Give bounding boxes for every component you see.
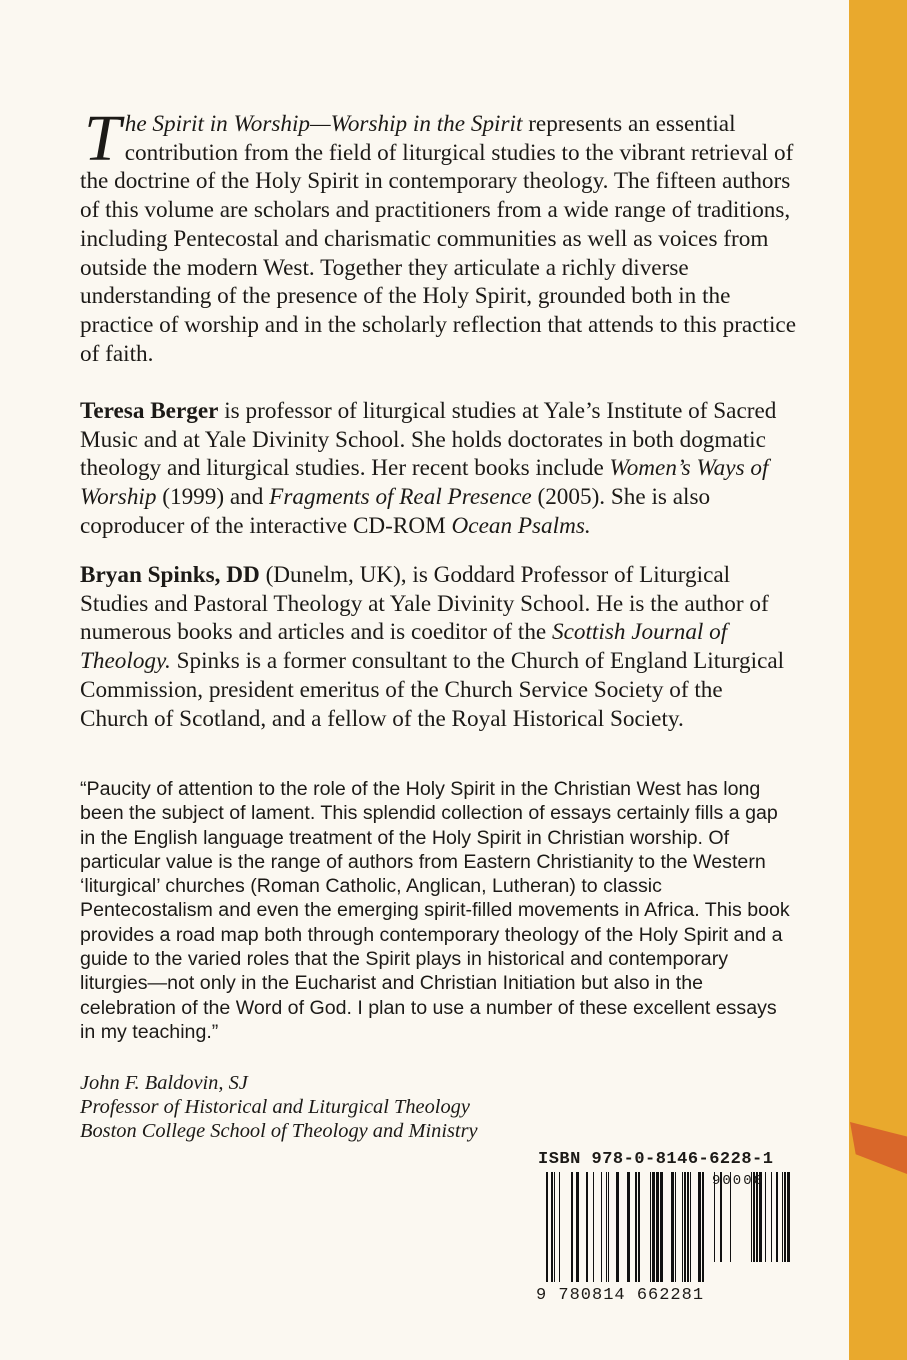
barcode-bar — [765, 1172, 766, 1262]
barcode-bar — [559, 1172, 560, 1282]
barcode-bar — [571, 1172, 573, 1282]
barcode-bar — [787, 1172, 790, 1262]
ean-digits: 9 780814 662281 — [536, 1286, 705, 1305]
barcode-bar — [586, 1172, 588, 1282]
barcode-bar — [782, 1172, 783, 1262]
barcode-bar — [601, 1172, 602, 1282]
barcode-bar — [682, 1172, 683, 1282]
barcode-bar — [675, 1172, 676, 1282]
intro-paragraph — [80, 102, 796, 368]
barcode-bar — [687, 1172, 689, 1282]
barcode-bar — [690, 1172, 691, 1282]
isbn-barcode — [536, 1150, 792, 1318]
barcode-bar — [576, 1172, 579, 1282]
book-title: Women’s Ways of Worship — [80, 455, 769, 511]
barcode-bar — [546, 1172, 548, 1282]
barcode-bar — [652, 1172, 655, 1282]
endorser-title: Professor of Historical and Liturgical Theology — [80, 1095, 470, 1118]
barcode-bar — [776, 1172, 778, 1262]
editor-name: Bryan Spinks, DD — [80, 562, 260, 588]
intro-body: represents an essential contribution from the field of liturgical studies to the vibrant retrieval of the doctrine of the Holy Spirit in contemporary theology. The fifteen authors of this volume are scholars and practitioners from a wide range of traditions, including Pentecostal and charismatic communities as well as voices from outside the modern West. Together they articulate a richly diverse understanding of the presence of the Holy Spirit, grounded both in the practice of worship and in the scholarly reflection that attends to this practice of faith. — [80, 111, 796, 367]
editor-bio-spinks — [80, 561, 796, 733]
barcode-bar — [784, 1172, 786, 1262]
isbn-label: ISBN 978-0-8146-6228-1 — [538, 1150, 774, 1169]
barcode-bar — [698, 1172, 701, 1282]
price-code: 90000 — [712, 1173, 765, 1189]
bio-text: (2005). She is also coproducer of the interactive CD-ROM — [80, 484, 711, 539]
barcode-bar — [627, 1172, 630, 1282]
barcode-bar — [593, 1172, 594, 1282]
book-title: Fragments of Real Presence — [269, 484, 532, 511]
barcode-bar — [650, 1172, 651, 1282]
barcode-bar — [771, 1172, 772, 1262]
bio-text: (Dunelm, UK), is Goddard Professor of Liturgical Studies and Pastoral Theology at Yale Divinity School. He is the author of numerous books and articles and is coeditor of the — [80, 562, 769, 646]
bio-text: Spinks is a former consultant to the Church of England Liturgical Commission, president emeritus of the Church Service Society of the Church of Scotland, and a fellow of the Royal Historical Society. — [80, 648, 785, 732]
drop-cap: T — [84, 102, 121, 175]
barcode-bar — [671, 1172, 674, 1282]
endorsement-attribution — [80, 1072, 600, 1143]
barcode-bar — [638, 1172, 640, 1282]
barcode-bar — [616, 1172, 619, 1282]
barcode-bar — [660, 1172, 663, 1282]
barcode-bar — [551, 1172, 553, 1282]
bio-text: (1999) and — [156, 484, 270, 511]
barcode-bar — [554, 1172, 555, 1282]
editor-bio-berger — [80, 397, 796, 541]
endorsement-quote: “Paucity of attention to the role of the Holy Spirit in the Christian West has long been the subject of lament. This splendid collection of essays certainly fills a gap in the English language treatment of the Holy Spirit in Christian worship. Of particular value is the range of authors from Eastern Christianity to the Western ‘liturgical’ churches (Roman Catholic, Anglican, Lutheran) to classic Pentecostalism and even the emerging spirit-filled movements in Africa. This book provides a road map both through contemporary theology of the Holy Spirit and a guide to the varied roles that the Spirit plays in historical and contemporary liturgies—not only in the Eucharist and Christian Initiation but also in the celebration of the Word of God. I plan to use a number of these excellent essays in my teaching.” — [80, 778, 790, 1043]
barcode-bar — [608, 1172, 609, 1282]
barcode-bar — [635, 1172, 637, 1282]
endorser-name: John F. Baldovin, SJ — [80, 1072, 248, 1094]
endorser-institution: Boston College School of Theology and Ministry — [80, 1119, 478, 1142]
editor-name: Teresa Berger — [80, 398, 219, 424]
barcode-bar — [702, 1172, 704, 1282]
barcode-bar — [606, 1172, 607, 1282]
bio-text: is professor of liturgical studies at Yale’s Institute of Sacred Music and at Yale Divinity School. She holds doctorates in both dogmatic theology and liturgical studies. Her recent books include — [80, 398, 777, 482]
barcode-bar — [656, 1172, 659, 1282]
book-title: he Spirit in Worship—Worship in the Spirit — [124, 111, 523, 137]
cdrom-title: Ocean Psalms. — [451, 512, 591, 539]
barcode-bars — [536, 1172, 792, 1286]
journal-title: Scottish Journal of Theology. — [80, 619, 728, 675]
barcode-bar — [684, 1172, 686, 1282]
